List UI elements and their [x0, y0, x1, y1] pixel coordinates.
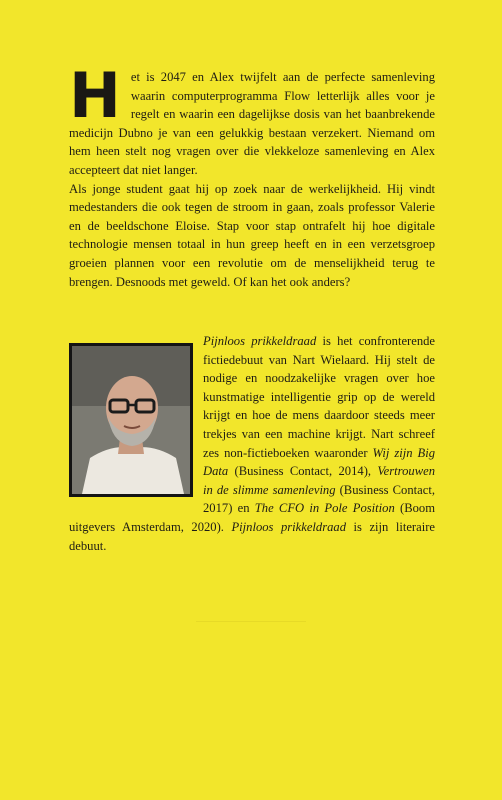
book-title: The CFO in Pole Position [254, 501, 395, 516]
book-title: Vertrouwen in de slimme samenleving [203, 464, 435, 497]
book-title: Pijnloos prikkeldraad [203, 334, 317, 348]
author-text: Pijnloos prikkeldraad is het confronterende fictiedebuut van Nart Wielaard. Hij stelt de nodige en noodzakelijke vragen over hoe kunstmatige intelligentie grip op de wereld krijgt en hoe de mens daardoor steeds meer trekjes van een machine krijgt. Nart schreef zes non-fictieboeken waaronder Wij zijn Big Data (Business Contact, 2014), Vertrouwen in de slimme samenleving (Business Contact, 2017) en The CFO in Pole Position (Boom uitgevers Amsterdam, 2020). Pijnloos prikkeldraad is zijn literaire debuut. [69, 334, 436, 553]
blurb-paragraph-2: Als jonge student gaat hij op zoek naar de werkelijkheid. Hij vindt medestanders die ook tegen de stroom in gaan, zoals professor Valerie en de beeldschone Eloise. Stap voor stap ontrafelt hij hoe digitale technologie mensen totaal in hun greep heeft en in een verzetsgroep groeien plannen voor een revolutie om de menselijkheid terug te brengen. Desnoods met geweld. Of kan het ook anders? [69, 181, 435, 289]
author-bio [69, 332, 435, 555]
book-title: Wij zijn Big Data [203, 445, 435, 479]
blurb [69, 59, 435, 291]
drop-cap: H [69, 59, 121, 132]
divider [196, 621, 306, 622]
author-portrait-image [72, 346, 190, 494]
book-title: Pijnloos prikkeldraad [231, 519, 347, 534]
blurb-paragraph-1: et is 2047 en Alex twijfelt aan de perfecte samenleving waarin computerprogramma Flow letterlijk alles voor je regelt en waarin een dagelijkse dosis van het baanbrekende medicijn Dubno je van een gelukkig bestaan verzekert. Niemand om hem heen stelt nog vragen over die vlekkeloze samenleving en Alex accepteert dat niet langer. [69, 70, 435, 177]
author-photo [69, 343, 193, 497]
